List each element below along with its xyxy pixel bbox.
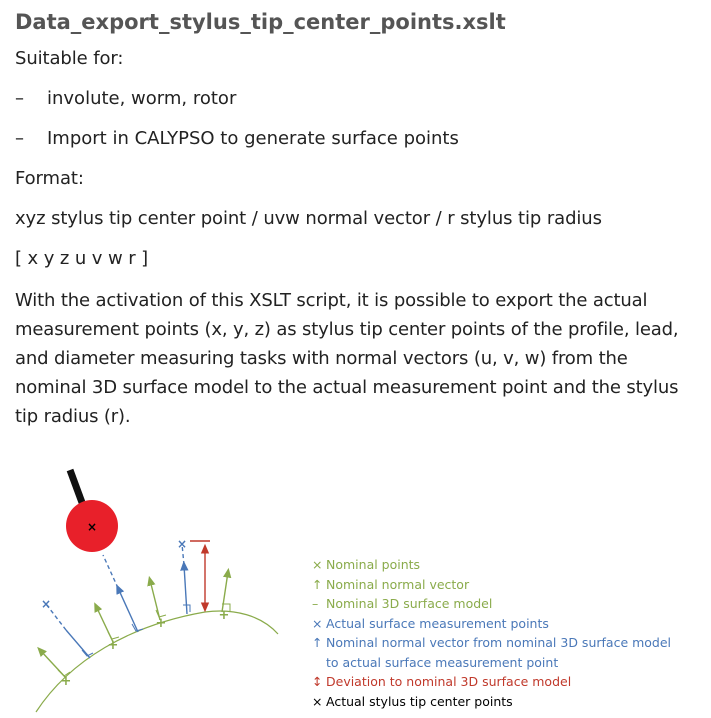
format-line: xyz stylus tip center point / uvw normal vector / r stylus tip radius	[15, 208, 602, 229]
bullet-text: Import in CALYPSO to generate surface points	[47, 128, 459, 149]
actual-surface-point: ×	[40, 597, 52, 611]
legend-label: Nominal 3D surface model	[326, 596, 493, 611]
legend-label: Nominal normal vector	[326, 576, 470, 592]
diagram-legend	[312, 555, 671, 711]
bullet-dash: –	[15, 128, 24, 149]
legend-label: Nominal normal vector from nominal 3D surface model	[326, 635, 672, 650]
bullet-text: involute, worm, rotor	[47, 88, 237, 109]
dash-icon: –	[312, 596, 319, 611]
legend-item	[312, 672, 671, 692]
document-body	[15, 8, 695, 431]
list-item	[15, 126, 695, 152]
actual-surface-point: ×	[176, 537, 188, 551]
format-label: Format:	[15, 168, 84, 189]
stylus-center-mark: ×	[86, 520, 98, 534]
page-title: Data_export_stylus_tip_center_points.xslt	[15, 10, 506, 34]
nominal-point: +	[218, 608, 230, 623]
legend-item	[312, 692, 671, 712]
nominal-point: +	[107, 638, 119, 653]
legend-item	[312, 594, 671, 614]
legend-label-continuation: to actual surface measurement point	[326, 654, 559, 670]
description-paragraph: With the activation of this XSLT script, it is possible to export the actual measurement points (x, y, z) as stylus tip center points of the profile, lead, and diameter measuring tasks with normal vectors (u, v, w) from the nominal 3D surface model to the actual measurement point and the stylus tip radius (r).	[15, 290, 679, 427]
list-item	[15, 86, 695, 112]
format-vector: [ x y z u v w r ]	[15, 248, 149, 269]
legend-label: Nominal points	[326, 557, 421, 572]
arrow-up-icon: ↑	[312, 576, 323, 592]
nominal-point: +	[155, 616, 167, 631]
bullet-dash: –	[15, 88, 24, 109]
legend-item	[312, 614, 671, 634]
legend-item	[312, 575, 671, 595]
legend-label: Actual stylus tip center points	[326, 693, 513, 709]
suitable-for-label: Suitable for:	[15, 48, 124, 69]
nominal-point-icon: ×	[312, 557, 323, 572]
arrow-up-icon: ↑	[312, 635, 323, 650]
nominal-point: +	[60, 674, 72, 689]
legend-label: Actual surface measurement points	[326, 615, 549, 631]
legend-item	[312, 633, 671, 653]
actual-point-icon: ×	[312, 615, 323, 631]
legend-item	[312, 555, 671, 575]
legend-label: Deviation to nominal 3D surface model	[326, 674, 572, 689]
stylus-center-icon: ×	[312, 693, 323, 709]
double-arrow-icon: ↕	[312, 674, 323, 689]
